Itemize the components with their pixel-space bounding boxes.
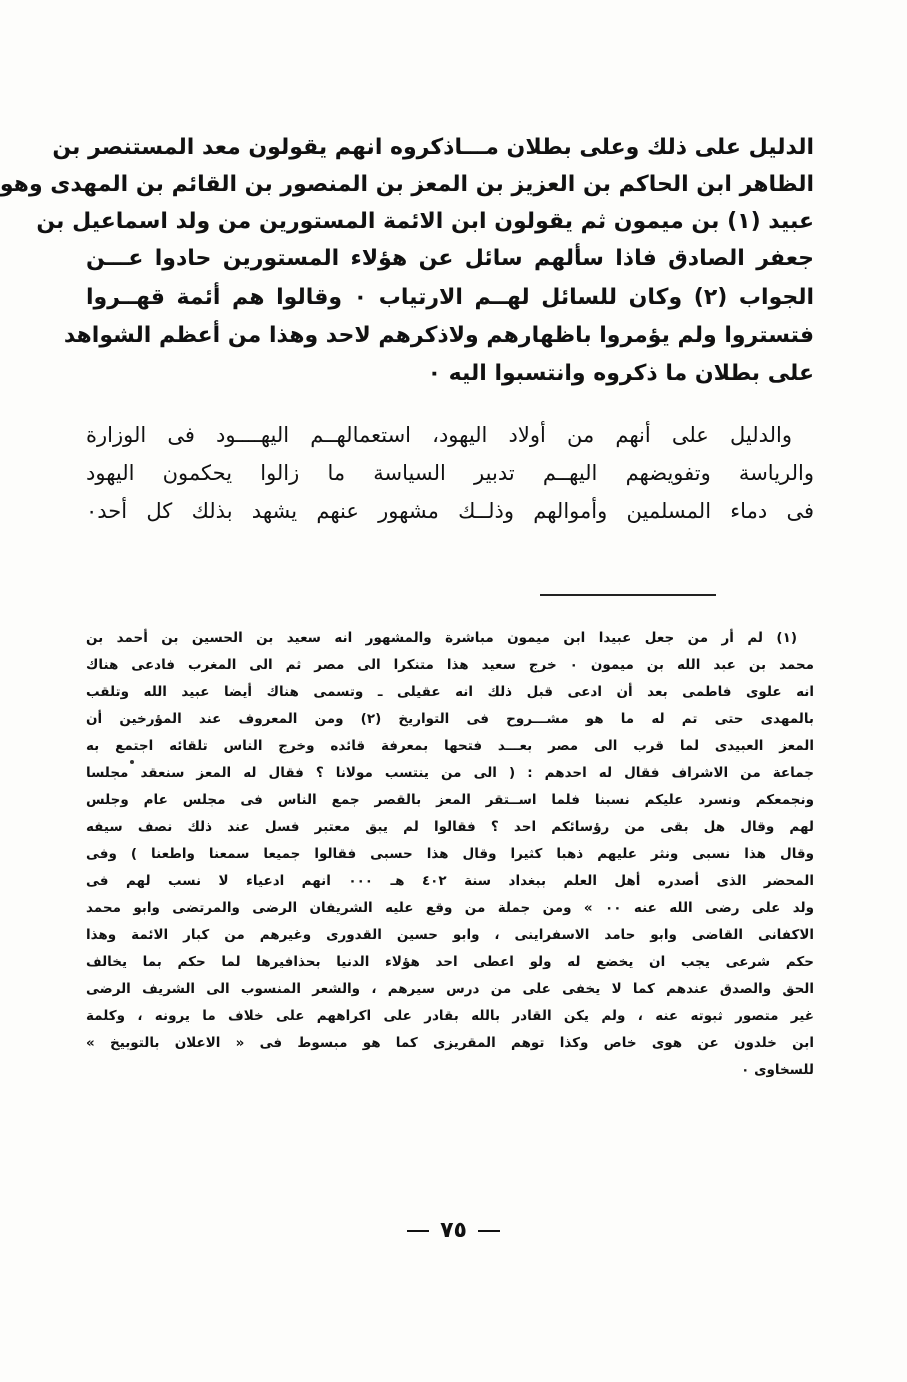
scan-speck	[130, 760, 134, 764]
footnote-line: غير متصور ثبوته عنه ، ولم يكن القادر بالله بقادر على اكراههم على خلاف ما يرونه ، وكلمة	[86, 1008, 814, 1024]
body-paragraph-line: والرياسة وتفويضهم اليهــم تدبير السياسة ما زالوا يحكمون اليهود	[86, 461, 814, 485]
footnote-line: (١) لم أر من جعل عبيدا ابن ميمون مباشرة والمشهور انه سعيد بن الحسين بن أحمد بن	[86, 630, 797, 646]
bold-paragraph-line: فتستروا ولم يؤمروا باظهارهم ولاذكرهم لاحد وهذا من أعظم الشواهد	[63, 323, 814, 348]
page-number-value: ٧٥	[440, 1218, 467, 1243]
footnote-line: الحق والصدق عندهم كما لا يخفى على من درس سيرهم ، والشعر المنسوب الى الشريف الرضى	[86, 981, 814, 997]
footnote-line: حكم شرعى يجب ان يخضع له ولو اعطى احد هؤلاء الدنيا بحذافيرها لما حكم بما يخالف	[86, 954, 814, 970]
footnote-line: المعز العبيدى لما قرب الى مصر بعـــد فتحها بمعرفة قائده وخرج الناس تلقائه اجتمع به	[86, 738, 814, 754]
body-paragraph-line: فى دماء المسلمين وأموالهم وذلــك مشهور عنهم يشهد بذلك كل أحد٠	[86, 499, 814, 523]
footnote-line: الاكفانى القاضى وابو حامد الاسفراينى ، وابو حسين القدورى وغيرهم من كبار الائمة وهذا	[86, 927, 814, 943]
page-number-dash-left	[478, 1230, 500, 1232]
footnote-line: للسخاوى ٠	[741, 1062, 814, 1078]
bold-paragraph-line: عبيد (١) بن ميمون ثم يقولون ابن الائمة المستورين من ولد اسماعيل بن	[36, 209, 814, 234]
footnote-line: المحضر الذى أصدره أهل العلم ببغداد سنة ٤٠٢ هـ ٠٠٠ انهم ادعياء لا نسب لهم فى	[86, 873, 815, 889]
footnote-line: بالمهدى حتى تم له ما هو مشـــروح فى التواريخ (٢) ومن المعروف عند المؤرخين أن	[86, 711, 814, 727]
page-number-dash-right	[407, 1230, 429, 1232]
bold-paragraph-line: الظاهر ابن الحاكم بن العزيز بن المعز بن المنصور بن القائم بن المهدى وهو	[0, 172, 814, 197]
bold-paragraph-line: على بطلان ما ذكروه وانتسبوا اليه ٠	[427, 361, 814, 386]
page-number	[0, 1218, 907, 1243]
bold-paragraph-line: جعفر الصادق فاذا سألهم سائل عن هؤلاء المستورين حادوا عـــن	[86, 246, 814, 271]
footnote-line: وقال هذا نسبى ونثر عليهم ذهبا كثيرا وقال هذا حسبى فقالوا جميعا سمعنا واطعنا ) وفى	[86, 846, 814, 862]
footnote-line: ونجمعكم ونسرد عليكم نسبنا فلما اســتقر المعز بالقصر جمع الناس فى مجلس عام وجلس	[86, 792, 814, 808]
footnote-line: انه علوى فاطمى بعد أن ادعى قبل ذلك انه عقيلى ـ وتسمى هناك أيضا عبيد الله وتلقب	[86, 684, 814, 700]
footnote-line: محمد بن عبد الله بن ميمون ٠ خرج سعيد هذا متنكرا الى مصر ثم الى المغرب فادعى هناك	[86, 657, 815, 673]
bold-paragraph-line: الدليل على ذلك وعلى بطلان مـــاذكروه انهم يقولون معد المستنصر بن	[52, 135, 814, 160]
bold-paragraph-line: الجواب (٢) وكان للسائل لهــم الارتياب ٠ وقالوا هم أئمة قهــروا	[86, 285, 815, 310]
body-paragraph-line: والدليل على أنهم من أولاد اليهود، استعمالهــم اليهــــود فى الوزارة	[86, 423, 792, 447]
footnote-line: جماعة من الاشراف فقال له احدهم : ( الى من ينتسب مولانا ؟ فقال له المعز سنعقد مجلسا	[86, 765, 814, 781]
footnote-line: ابن خلدون عن هوى خاص وكذا توهم المقريزى كما هو مبسوط فى « الاعلان بالتوبيخ »	[86, 1035, 814, 1051]
footnote-line: ولد على رضى الله عنه ٠٠ » ومن جملة من وقع عليه الشريفان الرضى والمرتضى وابو محمد	[86, 900, 814, 916]
footnote-separator	[540, 594, 716, 596]
footnote-line: لهم وقال هل بقى من رؤسائكم احد ؟ فقالوا لم يبق معتبر فسل عند ذلك نصف سيفه	[86, 819, 814, 835]
